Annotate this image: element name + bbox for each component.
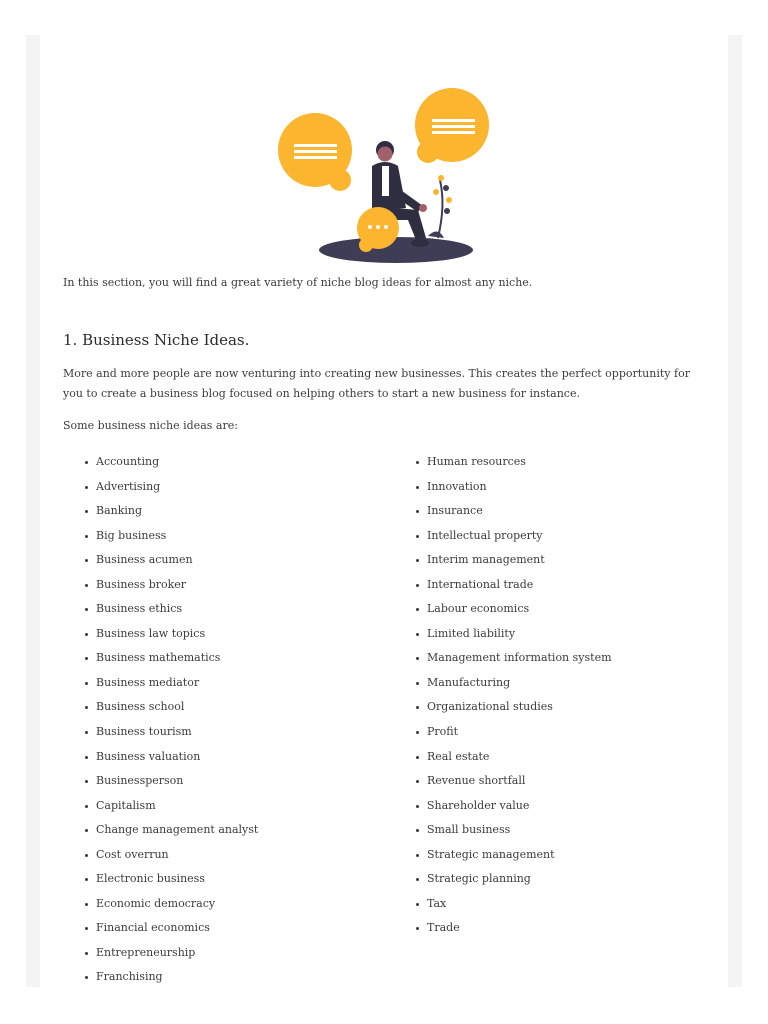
- list-item: Business school: [85, 697, 258, 722]
- list-item: Real estate: [416, 747, 612, 772]
- list-item: Strategic management: [416, 845, 612, 870]
- list-item: Electronic business: [85, 869, 258, 894]
- list-item: Advertising: [85, 477, 258, 502]
- list-item: Cost overrun: [85, 845, 258, 870]
- list-item: Revenue shortfall: [416, 771, 612, 796]
- list-item: Intellectual property: [416, 526, 612, 551]
- list-item: Manufacturing: [416, 673, 612, 698]
- list-item: Accounting: [85, 452, 258, 477]
- section-heading: 1. Business Niche Ideas.: [63, 331, 250, 349]
- list-item: Labour economics: [416, 599, 612, 624]
- list-item: International trade: [416, 575, 612, 600]
- list-item: Financial economics: [85, 918, 258, 943]
- list-item: Insurance: [416, 501, 612, 526]
- list-item: Interim management: [416, 550, 612, 575]
- business-person-illustration: [278, 88, 493, 268]
- list-item: Change management analyst: [85, 820, 258, 845]
- list-item: Organizational studies: [416, 697, 612, 722]
- list-item: Capitalism: [85, 796, 258, 821]
- list-item: Trade: [416, 918, 612, 943]
- section-paragraph: More and more people are now venturing into creating new businesses. This creates the perfect opportunity for you to create a business blog focused on helping others to start a new business for instance.: [63, 367, 690, 400]
- list-item: Shareholder value: [416, 796, 612, 821]
- list-item: Tax: [416, 894, 612, 919]
- list-item: Strategic planning: [416, 869, 612, 894]
- list-item: Big business: [85, 526, 258, 551]
- list-item: Innovation: [416, 477, 612, 502]
- list-item: Business ethics: [85, 599, 258, 624]
- niche-list-right: [416, 452, 612, 943]
- list-item: Limited liability: [416, 624, 612, 649]
- list-item: Business mathematics: [85, 648, 258, 673]
- list-item: Business tourism: [85, 722, 258, 747]
- list-intro: Some business niche ideas are:: [63, 419, 238, 432]
- list-item: Franchising: [85, 967, 258, 992]
- list-item: Profit: [416, 722, 612, 747]
- list-item: Business broker: [85, 575, 258, 600]
- list-item: Business valuation: [85, 747, 258, 772]
- list-item: Entrepreneurship: [85, 943, 258, 968]
- list-item: Human resources: [416, 452, 612, 477]
- list-item: Businessperson: [85, 771, 258, 796]
- list-item: Economic democracy: [85, 894, 258, 919]
- niche-list-left: [85, 452, 258, 992]
- list-item: Small business: [416, 820, 612, 845]
- list-item: Business law topics: [85, 624, 258, 649]
- list-item: Business acumen: [85, 550, 258, 575]
- list-item: Management information system: [416, 648, 612, 673]
- list-item: Business mediator: [85, 673, 258, 698]
- intro-text: In this section, you will find a great variety of niche blog ideas for almost any niche.: [63, 276, 533, 289]
- list-item: Banking: [85, 501, 258, 526]
